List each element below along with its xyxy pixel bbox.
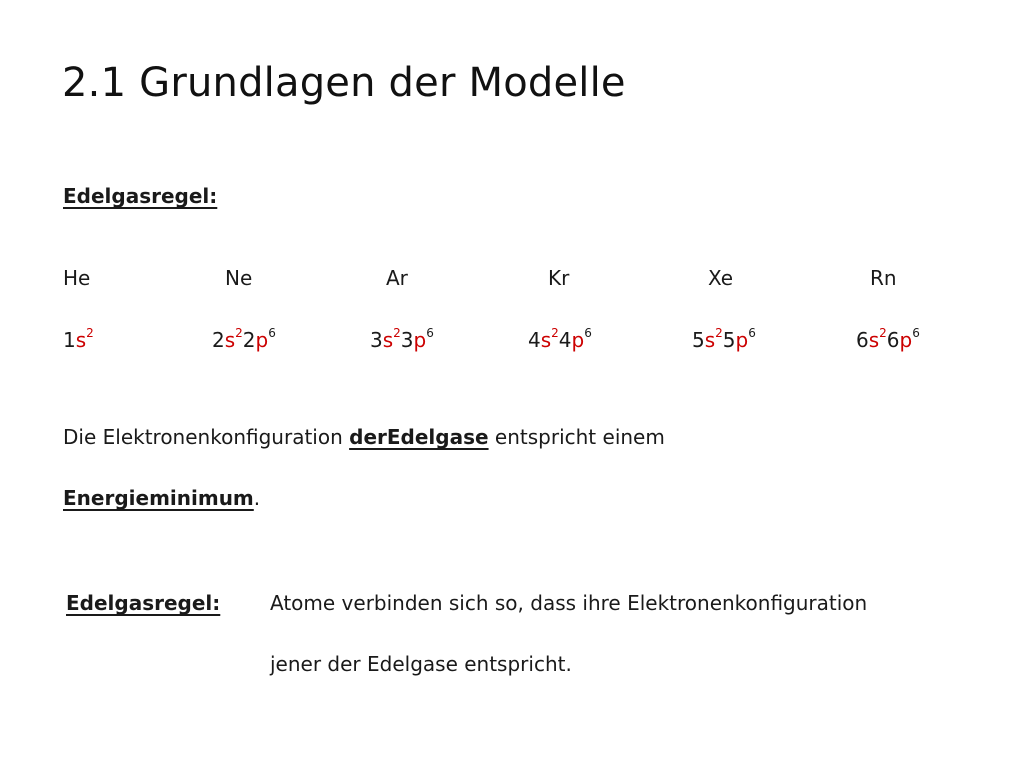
electron-config-xe bbox=[692, 328, 756, 352]
rule-text-line-2: jener der Edelgase entspricht. bbox=[270, 652, 572, 676]
electron-count: 2 bbox=[235, 326, 243, 341]
shell-number: 2 bbox=[212, 328, 225, 352]
statement-end: . bbox=[253, 486, 261, 510]
element-symbol-xe: Xe bbox=[708, 266, 734, 290]
orbital-letter: s bbox=[540, 328, 552, 352]
shell-number: 5 bbox=[722, 328, 736, 352]
element-symbol-ne: Ne bbox=[225, 266, 253, 290]
electron-config-ar bbox=[370, 328, 434, 352]
orbital-letter: s bbox=[382, 328, 394, 352]
orbital-letter: p bbox=[735, 328, 749, 352]
electron-count: 6 bbox=[912, 326, 920, 341]
electron-count: 2 bbox=[715, 326, 723, 341]
orbital-letter: s bbox=[704, 328, 716, 352]
element-symbol-he: He bbox=[63, 266, 91, 290]
statement-emphasis: derEdelgase bbox=[349, 425, 489, 449]
section-heading: Edelgasregel: bbox=[63, 184, 218, 208]
statement-line-2 bbox=[63, 486, 260, 510]
electron-count: 6 bbox=[268, 326, 276, 341]
element-symbol-ar: Ar bbox=[386, 266, 408, 290]
electron-count: 2 bbox=[551, 326, 559, 341]
statement-prefix: Die Elektronenkonfiguration bbox=[63, 425, 350, 449]
element-symbol-kr: Kr bbox=[548, 266, 570, 290]
shell-number: 1 bbox=[63, 328, 76, 352]
slide-title: 2.1 Grundlagen der Modelle bbox=[62, 60, 626, 106]
electron-count: 2 bbox=[86, 326, 94, 341]
electron-count: 6 bbox=[584, 326, 592, 341]
electron-config-kr bbox=[528, 328, 592, 352]
electron-count: 2 bbox=[879, 326, 887, 341]
shell-number: 4 bbox=[558, 328, 572, 352]
electron-config-he bbox=[63, 328, 94, 352]
orbital-letter: s bbox=[224, 328, 236, 352]
electron-count: 2 bbox=[393, 326, 401, 341]
element-symbol-rn: Rn bbox=[870, 266, 897, 290]
orbital-letter: p bbox=[899, 328, 913, 352]
electron-config-rn bbox=[856, 328, 920, 352]
statement-line-1 bbox=[63, 425, 665, 449]
shell-number: 6 bbox=[856, 328, 869, 352]
electron-count: 6 bbox=[426, 326, 434, 341]
shell-number: 3 bbox=[400, 328, 414, 352]
orbital-letter: s bbox=[75, 328, 87, 352]
orbital-letter: p bbox=[255, 328, 269, 352]
shell-number: 6 bbox=[886, 328, 900, 352]
statement-middle: entspricht einem bbox=[488, 425, 665, 449]
orbital-letter: p bbox=[571, 328, 585, 352]
rule-label: Edelgasregel: bbox=[66, 591, 221, 615]
orbital-letter: p bbox=[413, 328, 427, 352]
shell-number: 2 bbox=[242, 328, 256, 352]
statement-term: Energieminimum bbox=[63, 486, 254, 510]
shell-number: 3 bbox=[370, 328, 383, 352]
electron-count: 6 bbox=[748, 326, 756, 341]
shell-number: 5 bbox=[692, 328, 705, 352]
shell-number: 4 bbox=[528, 328, 541, 352]
rule-text-line-1: Atome verbinden sich so, dass ihre Elektronenkonfiguration bbox=[270, 591, 868, 615]
electron-config-ne bbox=[212, 328, 276, 352]
orbital-letter: s bbox=[868, 328, 880, 352]
